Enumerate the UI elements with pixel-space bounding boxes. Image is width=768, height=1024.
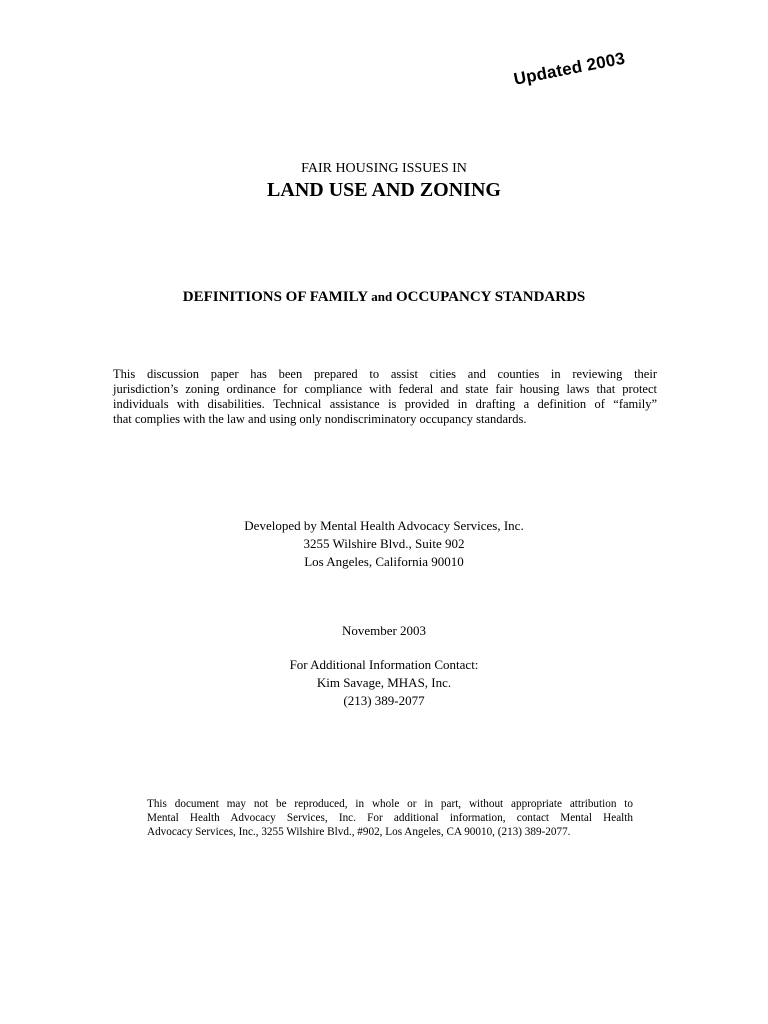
- document-subtitle: [0, 287, 768, 307]
- contact-block: [0, 656, 768, 710]
- publication-date: November 2003: [341, 623, 427, 638]
- document-title: LAND USE AND ZONING: [267, 179, 501, 201]
- subtitle-part-3: OCCUPANCY STANDARDS: [392, 289, 586, 305]
- city-line: Los Angeles, California 90010: [304, 554, 464, 569]
- updated-stamp: Updated 2003: [512, 48, 627, 89]
- document-kicker: FAIR HOUSING ISSUES IN: [301, 161, 467, 176]
- intro-line: individuals with disabilities. Technical assistance is provided in drafting a definition of “family”: [113, 397, 657, 411]
- subtitle-part-1: DEFINITIONS OF FAMILY: [182, 289, 372, 305]
- notice-line: This document may not be reproduced, in whole or in part, without appropriate attribution to: [147, 798, 633, 810]
- contact-phone: (213) 389-2077: [343, 693, 425, 708]
- intro-line: that complies with the law and using only nondiscriminatory occupancy standards.: [113, 412, 527, 426]
- address-line: 3255 Wilshire Blvd., Suite 902: [303, 536, 465, 551]
- notice-line: Advocacy Services, Inc., 3255 Wilshire Blvd., #902, Los Angeles, CA 90010, (213) 389-2077.: [147, 826, 571, 838]
- intro-paragraph: [113, 367, 657, 427]
- developer-block: [0, 517, 768, 571]
- intro-line: This discussion paper has been prepared to assist cities and counties in reviewing their: [113, 367, 657, 381]
- intro-line: jurisdiction’s zoning ordinance for compliance with federal and state fair housing laws that protect: [113, 382, 657, 396]
- contact-name: Kim Savage, MHAS, Inc.: [316, 675, 452, 690]
- copyright-notice: [147, 797, 633, 839]
- subtitle-part-2: and: [371, 289, 393, 304]
- developer-line: Developed by Mental Health Advocacy Services, Inc.: [244, 518, 524, 533]
- contact-heading: For Additional Information Contact:: [289, 657, 479, 672]
- notice-line: Mental Health Advocacy Services, Inc. For additional information, contact Mental Health: [147, 812, 633, 824]
